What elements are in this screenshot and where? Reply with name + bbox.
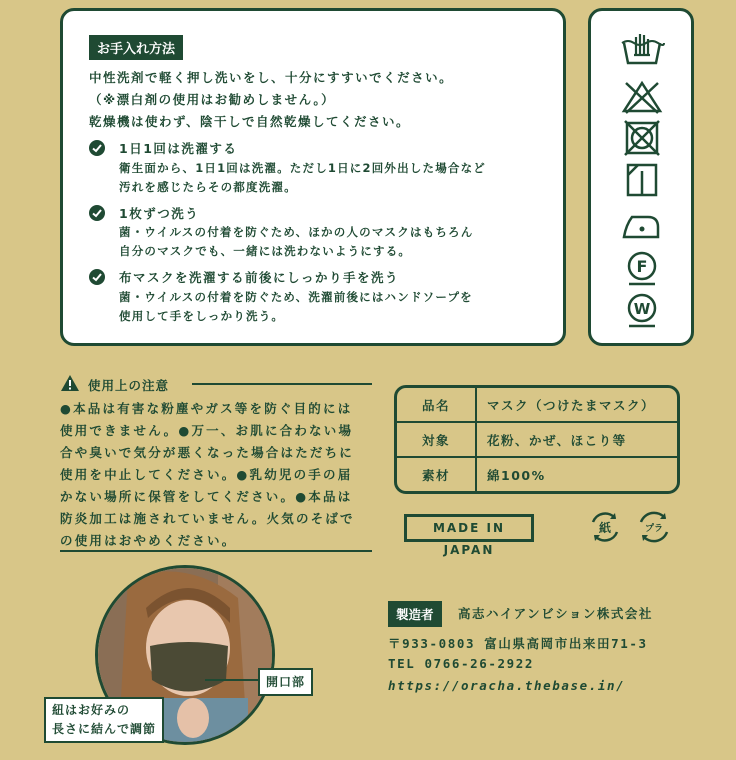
callout-strap-line: 長さに結んで調節: [52, 722, 157, 736]
spec-value: 綿100%: [487, 467, 546, 483]
caution-line: 使用を中止してください。●乳幼児の手の届: [60, 467, 353, 482]
plastic-recycle-icon: [636, 510, 672, 544]
table-row: [397, 388, 677, 423]
hand-wash-icon: [618, 29, 666, 69]
care-item-1-body-2: 汚れを感じたらその都度洗濯。: [119, 180, 297, 194]
care-item-1-body-1: 衛生面から、1日1回は洗濯。ただし1日に2回外出した場合など: [119, 161, 487, 175]
check-icon: [89, 205, 105, 221]
no-bleach-icon: [618, 77, 666, 117]
care-item-2-body-1: 菌・ウイルスの付着を防ぐため、ほかの人のマスクはもちろん: [119, 225, 474, 239]
paper-recycle-icon: [588, 510, 622, 544]
svg-text:F: F: [636, 257, 648, 276]
warning-icon: [60, 374, 80, 392]
caution-rule-top: [192, 383, 372, 385]
table-row: [397, 458, 677, 491]
care-item-3-body-2: 使用して手をしっかり洗う。: [119, 309, 285, 323]
maker-tel: TEL 0766-26-2922: [388, 656, 535, 671]
svg-text:プラ: プラ: [644, 524, 664, 534]
maker-address: 〒933-0803 富山県高岡市出来田71-3: [388, 636, 648, 651]
care-item-3-body-1: 菌・ウイルスの付着を防ぐため、洗濯前後にはハンドソープを: [119, 290, 473, 304]
caution-line: 合や臭いで気分が悪くなった場合はただちに: [60, 445, 355, 460]
maker-name: 高志ハイアンビション株式会社: [458, 606, 653, 621]
maker-url[interactable]: https://oracha.thebase.in/: [388, 678, 626, 693]
maker-label: 製造者: [388, 601, 442, 627]
caution-line: 使用できません。●万一、お肌に合わない場: [60, 423, 354, 438]
caution-title: 使用上の注意: [88, 378, 170, 393]
caution-rule-bottom: [60, 550, 372, 552]
no-tumble-dry-icon: [618, 119, 666, 159]
callout-line-mouth: [205, 679, 260, 681]
spec-value: 花粉、かぜ、ほこり等: [477, 423, 677, 458]
care-item-2-head: 1枚ずつ洗う: [119, 206, 200, 221]
spec-key: 素材: [397, 458, 477, 491]
svg-text:W: W: [633, 300, 651, 318]
spec-key: 品名: [397, 388, 477, 423]
caution-line: の使用はおやめください。: [60, 533, 237, 548]
callout-strap-line: 紐はお好みの: [52, 703, 131, 717]
table-row: [397, 423, 677, 458]
care-item-2-body-2: 自分のマスクでも、一緒には洗わないようにする。: [119, 244, 412, 258]
spec-value: マスク（つけたまマスク）: [477, 388, 677, 423]
care-line-3: 乾燥機は使わず、陰干しで自然乾燥してください。: [89, 114, 411, 129]
laundry-symbols-card: [588, 8, 694, 346]
care-instructions-card: [60, 8, 566, 346]
spec-key: 対象: [397, 423, 477, 458]
made-in-japan-badge: MADE IN JAPAN: [404, 514, 534, 542]
care-line-1: 中性洗剤で軽く押し洗いをし、十分にすすいでください。: [89, 70, 454, 85]
dry-clean-f-icon: [618, 249, 666, 289]
drip-dry-shade-icon: [618, 161, 666, 201]
iron-low-icon: [618, 205, 666, 245]
care-item-3-head: 布マスクを洗濯する前後にしっかり手を洗う: [119, 270, 400, 285]
callout-strap: [44, 697, 164, 743]
caution-line: ●本品は有害な粉塵やガス等を防ぐ目的には: [60, 401, 353, 416]
check-icon: [89, 269, 105, 285]
caution-line: かない場所に保管をしてください。●本品は: [60, 489, 353, 504]
wet-clean-w-icon: [618, 291, 666, 331]
check-icon: [89, 140, 105, 156]
care-title: お手入れ方法: [89, 35, 183, 60]
svg-text:紙: 紙: [598, 521, 612, 535]
caution-line: 防炎加工は施されていません。火気のそばで: [60, 511, 355, 526]
callout-mouth: 開口部: [258, 668, 313, 696]
product-spec-table: [394, 385, 680, 494]
care-line-2: （※漂白剤の使用はお勧めしません。）: [89, 92, 336, 107]
care-item-1-head: 1日1回は洗濯する: [119, 141, 238, 156]
